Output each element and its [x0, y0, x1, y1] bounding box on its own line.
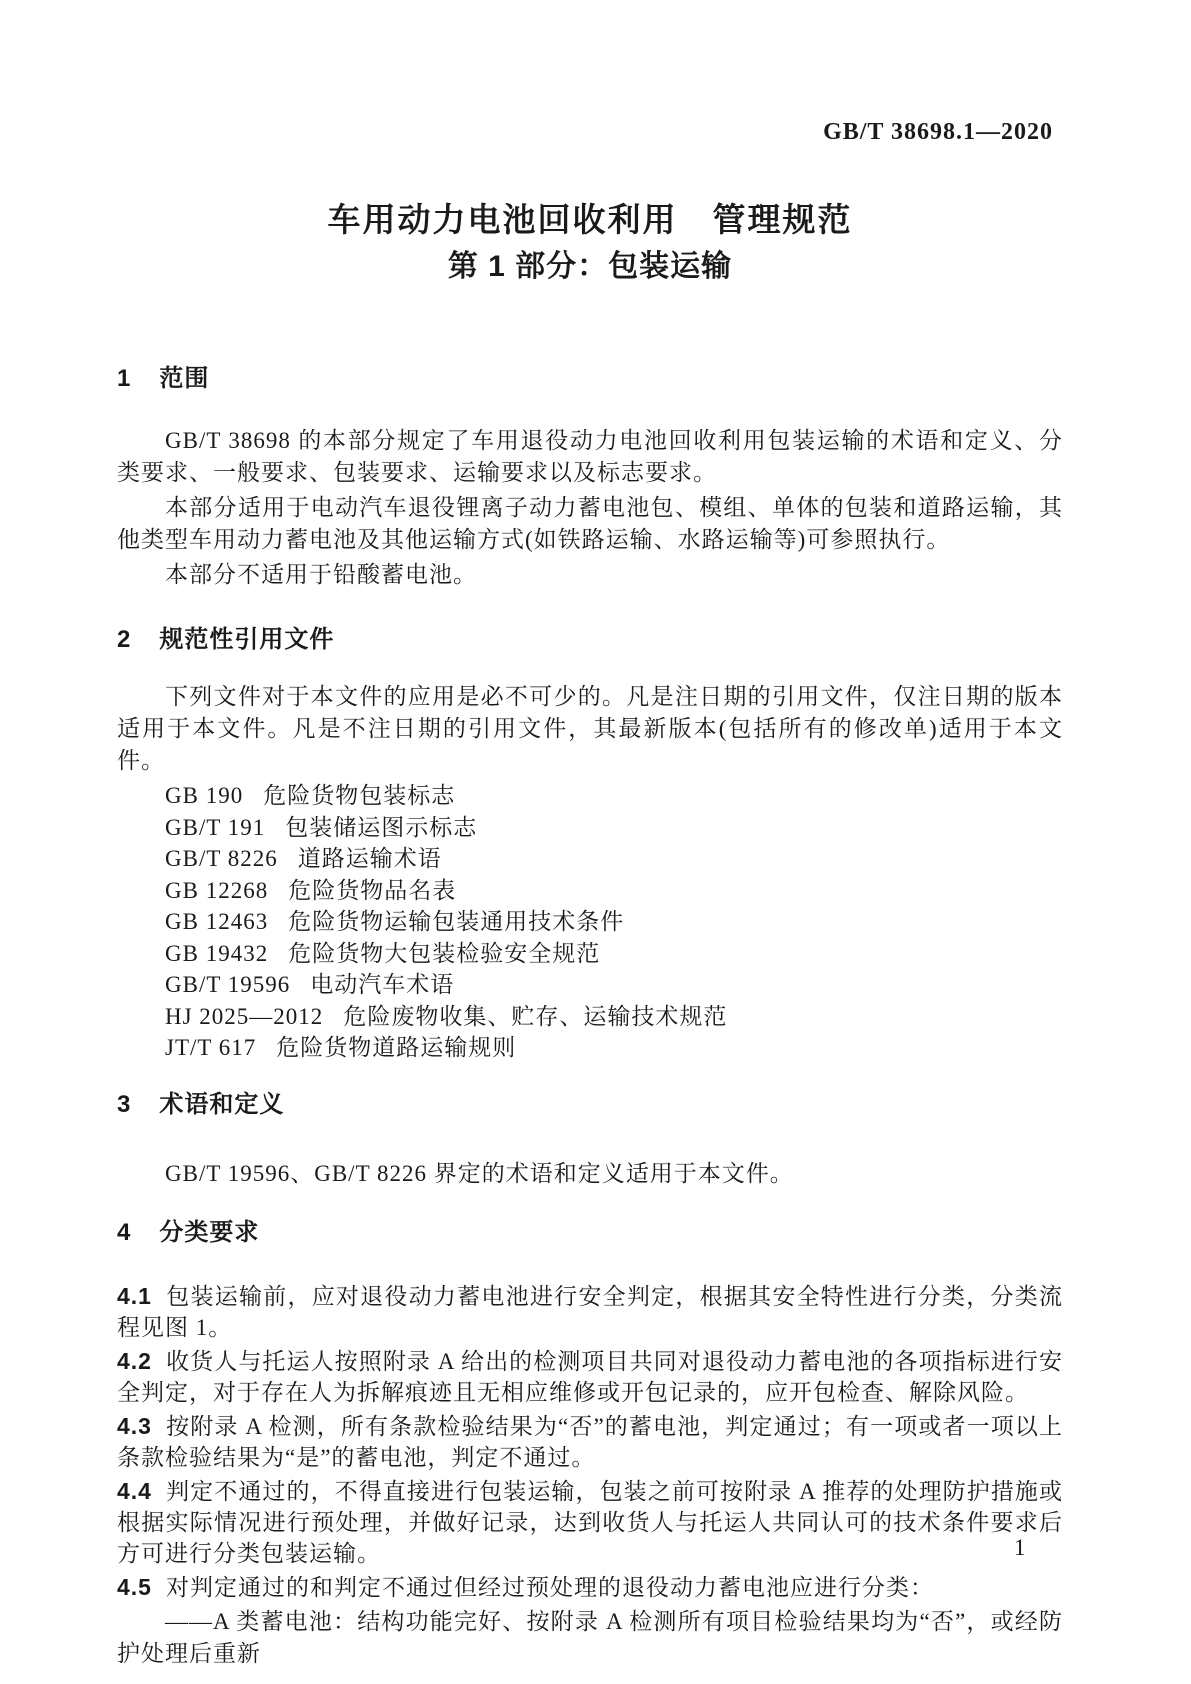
reference-code: HJ 2025—2012: [165, 1003, 324, 1029]
section-1-paragraph-1: GB/T 38698 的本部分规定了车用退役动力电池回收利用包装运输的术语和定义、分类要求、一般要求、包装要求、运输要求以及标志要求。: [117, 428, 1063, 485]
section-2-label: 规范性引用文件: [159, 626, 335, 653]
clause-4-1: [117, 1281, 1063, 1343]
section-3-heading: [117, 1090, 1063, 1120]
section-2-paragraph-1: 下列文件对于本文件的应用是必不可少的。凡是注日期的引用文件，仅注日期的版本适用于本文件。凡是不注日期的引用文件，其最新版本(包括所有的修改单)适用于本文件。: [117, 684, 1063, 773]
reference-title: 危险废物收集、贮存、运输技术规范: [343, 1003, 728, 1029]
section-2-heading: [117, 625, 1063, 655]
reference-code: GB/T 191: [165, 814, 266, 840]
page-content: [117, 0, 1063, 1670]
section-3-paragraph-1: GB/T 19596、GB/T 8226 界定的术语和定义适用于本文件。: [165, 1160, 794, 1186]
reference-code: GB 19432: [165, 940, 269, 966]
reference-code: GB 190: [165, 783, 244, 808]
reference-title: 危险货物大包装检验安全规范: [288, 940, 601, 966]
clause-4-5-number: 4.5: [117, 1573, 152, 1600]
section-2-number: 2: [117, 626, 132, 653]
reference-item: [117, 1001, 1063, 1033]
clause-4-1-text: 包装运输前，应对退役动力蓄电池进行安全判定，根据其安全特性进行分类，分类流程见图 1。: [117, 1283, 1063, 1340]
section-1-paragraph-2: 本部分适用于电动汽车退役锂离子动力蓄电池包、模组、单体的包装和道路运输，其他类型车用动力蓄电池及其他运输方式(如铁路运输、水路运输等)可参照执行。: [117, 495, 1063, 552]
document-title-line1: 车用动力电池回收利用 管理规范: [327, 201, 853, 238]
clause-4-4: [117, 1476, 1063, 1569]
clause-4-2-number: 4.2: [117, 1347, 152, 1374]
page-number: 1: [1014, 1535, 1026, 1560]
clause-4-5-text: 对判定通过的和判定不通过但经过预处理的退役动力蓄电池应进行分类：: [165, 1574, 934, 1600]
reference-item: [117, 780, 1063, 812]
reference-item: [117, 938, 1063, 970]
reference-code: GB/T 8226: [165, 846, 278, 871]
section-3-number: 3: [117, 1090, 132, 1118]
section-4-label: 分类要求: [159, 1218, 260, 1246]
reference-title: 包装储运图示标志: [285, 814, 478, 840]
section-1-number: 1: [117, 365, 132, 392]
section-1-paragraph-3: 本部分不适用于铅酸蓄电池。: [165, 562, 477, 587]
section-3-label: 术语和定义: [159, 1090, 285, 1118]
reference-item: [117, 906, 1063, 938]
reference-code: GB 12463: [165, 909, 269, 934]
section-1-heading: [117, 364, 1063, 394]
reference-list: [117, 780, 1063, 1064]
reference-title: 危险货物道路运输规则: [276, 1035, 517, 1060]
document-title-line2: 第 1 部分：包装运输: [447, 250, 733, 283]
section-1-label: 范围: [159, 365, 210, 392]
battery-class-a-list-item: ——A 类蓄电池：结构功能完好、按附录 A 检测所有项目检验结果均为“否”，或经防护处理后重新: [117, 1608, 1063, 1666]
reference-title: 电动汽车术语: [310, 972, 455, 997]
clause-4-3-text: 按附录 A 检测，所有条款检验结果为“否”的蓄电池，判定通过；有一项或者一项以上条款检验结果为“是”的蓄电池，判定不通过。: [117, 1413, 1063, 1470]
section-4-number: 4: [117, 1218, 132, 1246]
clause-4-2: [117, 1346, 1063, 1408]
clause-4-2-text: 收货人与托运人按照附录 A 给出的检测项目共同对退役动力蓄电池的各项指标进行安全判定，对于存在人为拆解痕迹且无相应维修或开包记录的，应开包检查、解除风险。: [117, 1348, 1063, 1405]
reference-code: GB/T 19596: [165, 972, 291, 997]
reference-item: [117, 812, 1063, 844]
clause-4-3: [117, 1411, 1063, 1473]
reference-code: GB 12268: [165, 877, 269, 903]
clause-4-3-number: 4.3: [117, 1412, 152, 1439]
section-4-heading: [117, 1218, 1063, 1248]
clause-4-4-number: 4.4: [117, 1477, 152, 1504]
reference-item: [117, 843, 1063, 875]
reference-title: 危险货物品名表: [288, 877, 457, 903]
reference-title: 道路运输术语: [297, 846, 442, 871]
clause-4-1-number: 4.1: [117, 1282, 152, 1309]
reference-item: [117, 875, 1063, 907]
standard-code: GB/T 38698.1—2020: [823, 119, 1053, 145]
clause-4-4-text: 判定不通过的，不得直接进行包装运输，包装之前可按附录 A 推荐的处理防护措施或根据实际情况进行预处理，并做好记录，达到收货人与托运人共同认可的技术条件要求后方可进行分类包装运输。: [117, 1478, 1063, 1566]
reference-title: 危险货物运输包装通用技术条件: [288, 909, 625, 934]
reference-title: 危险货物包装标志: [263, 783, 456, 808]
reference-code: JT/T 617: [165, 1035, 257, 1060]
reference-item: [117, 969, 1063, 1001]
clause-4-5: [117, 1572, 1063, 1603]
reference-item: [117, 1032, 1063, 1064]
